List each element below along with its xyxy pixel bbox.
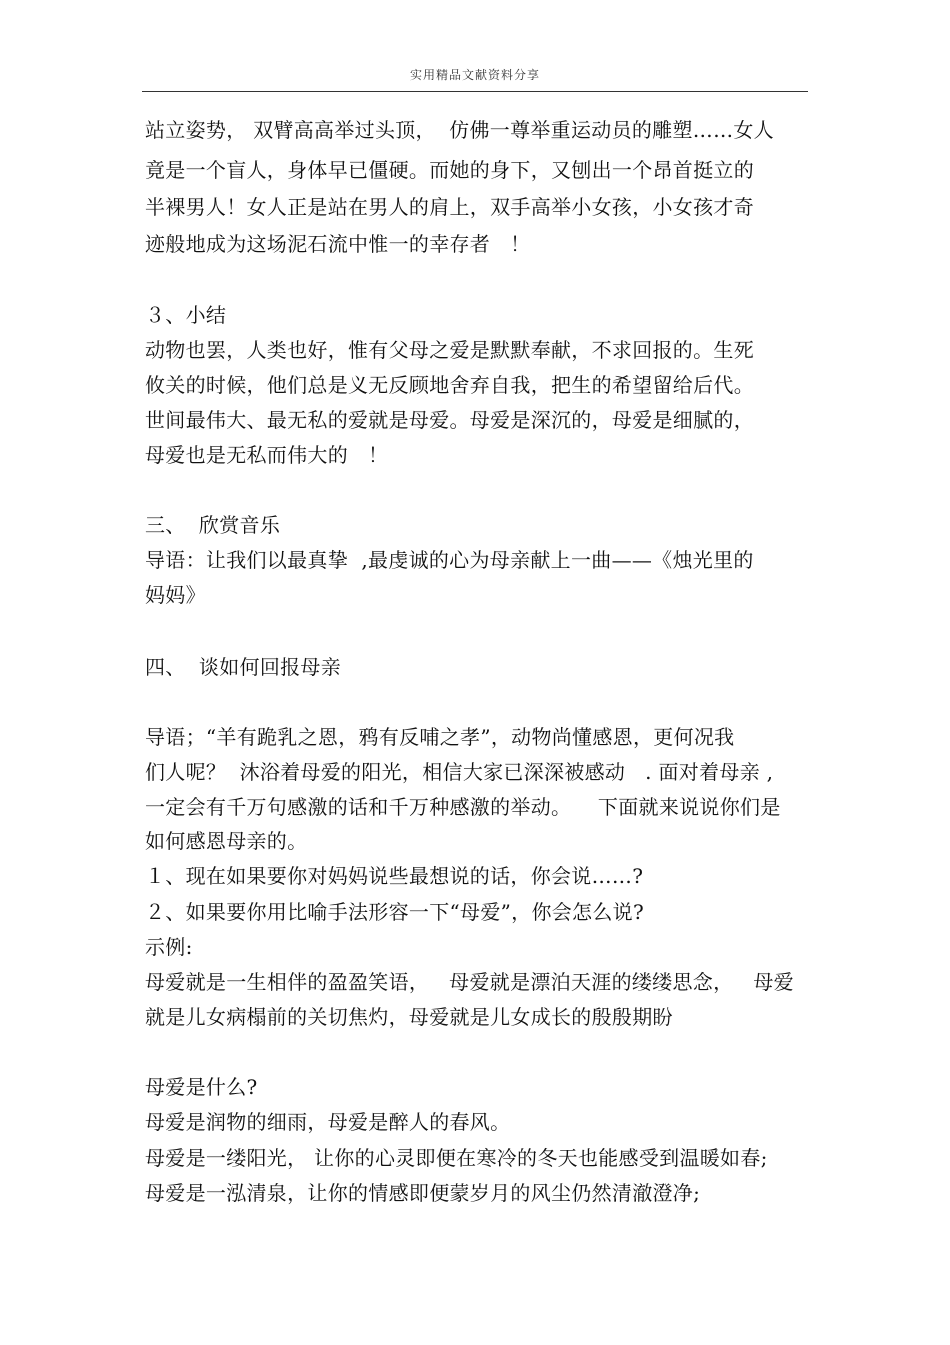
- paragraph-line: 竟是一个盲人，身体早已僵硬。而她的身下，又刨出一个昂首挺立的: [145, 158, 754, 182]
- paragraph-line: 世间最伟大、最无私的爱就是母爱。母爱是深沉的，母爱是细腻的，: [145, 408, 754, 432]
- paragraph-line: 迹般地成为这场泥石流中惟一的幸存者 ！: [145, 232, 531, 256]
- paragraph-line: 导语：让我们以最真挚 ,最虔诚的心为母亲献上一曲——《烛光里的: [145, 548, 754, 572]
- question-heading: 母爱是什么?: [145, 1075, 258, 1099]
- paragraph-line: 母爱也是无私而伟大的 ！: [145, 443, 389, 467]
- paragraph-line: 就是儿女病榻前的关切焦灼，母爱就是儿女成长的殷殷期盼: [145, 1005, 673, 1029]
- paragraph-line: 母爱是一缕阳光， 让你的心灵即便在寒冷的冬天也能感受到温暖如春;: [145, 1146, 768, 1170]
- example-label: 示例:: [145, 935, 193, 959]
- paragraph-line: 母爱是润物的细雨，母爱是醉人的春风。: [145, 1110, 511, 1134]
- paragraph-line: 们人呢？ 沐浴着母爱的阳光，相信大家已深深被感动 . 面对着母亲 ,: [145, 760, 774, 784]
- paragraph-line: 如何感恩母亲的。: [145, 829, 308, 853]
- section-heading-repay: 四、 谈如何回报母亲: [145, 655, 342, 679]
- question-item: １、现在如果要你对妈妈说些最想说的话，你会说……?: [145, 864, 644, 888]
- page-header: 实用精品文献资料分享: [409, 68, 540, 82]
- question-item: ２、如果要你用比喻手法形容一下“母爱”，你会怎么说?: [145, 900, 644, 924]
- paragraph-line: 母爱是一泓清泉，让你的情感即便蒙岁月的风尘仍然清澈澄净;: [145, 1181, 701, 1205]
- paragraph-line: 半裸男人！女人正是站在男人的肩上，双手高举小女孩，小女孩才奇: [145, 195, 754, 219]
- section-heading-music: 三、 欣赏音乐: [145, 513, 281, 537]
- paragraph-line: 攸关的时候，他们总是义无反顾地舍弃自我，把生的希望留给后代。: [145, 373, 754, 397]
- section-heading-summary: ３、小结: [145, 303, 227, 327]
- paragraph-line: 站立姿势， 双臂高高举过头顶， 仿佛一尊举重运动员的雕塑……女人: [145, 118, 774, 142]
- paragraph-line: 导语；“羊有跪乳之恩，鸦有反哺之孝”，动物尚懂感恩，更何况我: [145, 725, 735, 749]
- paragraph-line: 一定会有千万句感激的话和千万种感激的举动。 下面就来说说你们是: [145, 795, 781, 819]
- paragraph-line: 母爱就是一生相伴的盈盈笑语， 母爱就是漂泊天涯的缕缕思念， 母爱: [145, 970, 794, 994]
- paragraph-line: 妈妈》: [145, 583, 206, 607]
- header-divider: [142, 91, 808, 92]
- paragraph-line: 动物也罢，人类也好，惟有父母之爱是默默奉献，不求回报的。生死: [145, 338, 754, 362]
